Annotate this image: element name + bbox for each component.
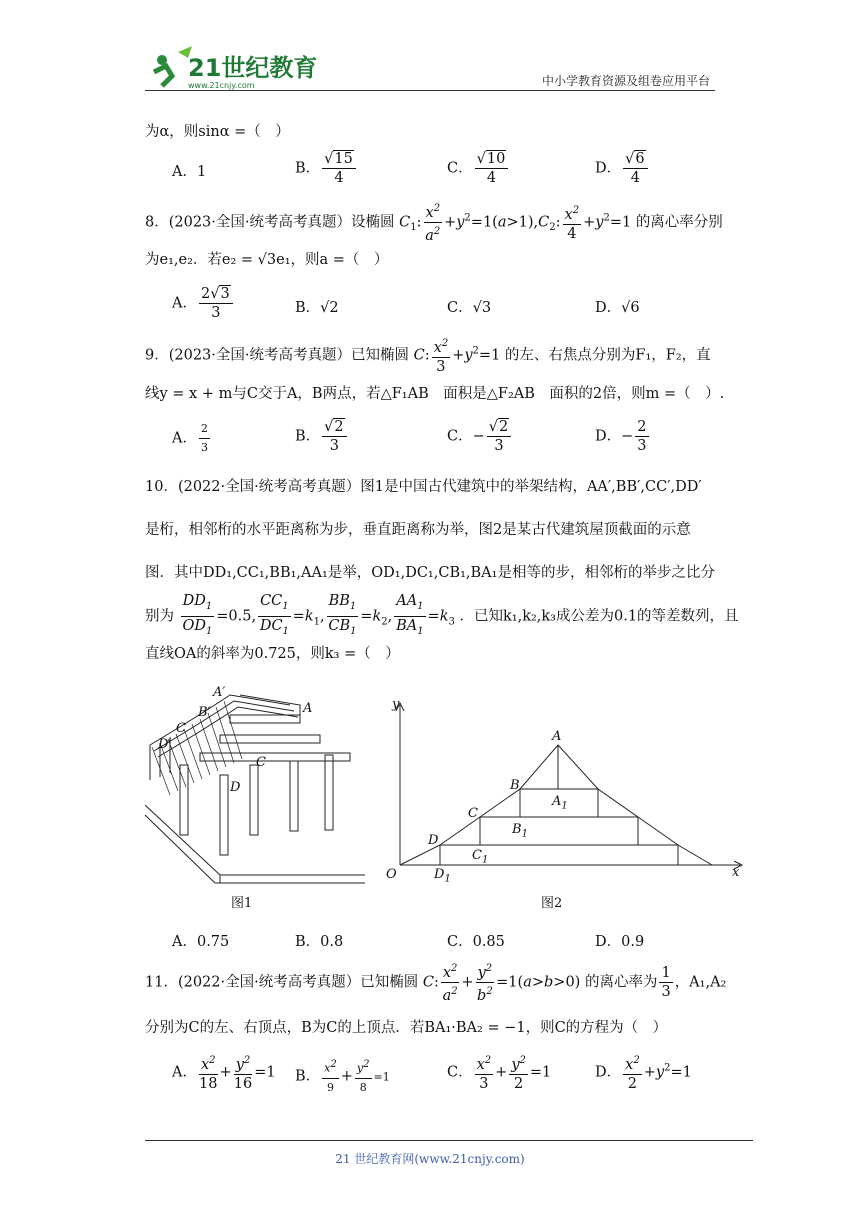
q8-line2: 为e₁,e₂．若e₂ = √3e₁，则a =（ ）	[145, 252, 389, 268]
q11-opt-b: B． $\frac{x^2}{9}$ + $\frac{y^2}{8}$ =1	[295, 1056, 390, 1097]
q11-opt-c: C． $\frac{x^2}{3}$ + $\frac{y^2}{2}$ =1	[447, 1052, 551, 1093]
q9-opt-c: C．− $\frac{√2}{3}$	[447, 418, 513, 455]
q10-line1: 10．(2022·全国·统考高考真题）图1是中国古代建筑中的举架结构，AA′,BB′,CC′,DD′	[145, 479, 702, 495]
q10-opt-b: B．0.8	[295, 934, 344, 950]
q7-tail: 为α，则sinα =（ ）	[145, 124, 290, 140]
q9-line1: 9．(2023·全国·统考高考真题）已知椭圆 C: $\frac{x^2}{3}$ $+y^2=1$ 的左、右焦点分别为F₁，F₂，直	[145, 335, 711, 376]
figure-2-diagram: y x O A B C D $A_1$ $B_1$ $C_1$ $D_1$	[380, 695, 750, 885]
logo	[148, 42, 318, 94]
header-divider	[145, 90, 715, 91]
logo-url: www.21cnjy.com	[188, 81, 255, 90]
q7-opt-d: D． $\frac{√6}{4}$	[595, 150, 650, 187]
q8-opt-a: A． $\frac{2√3}{3}$	[172, 285, 235, 322]
q8-opt-c: C．√3	[447, 300, 492, 316]
q8-line1: 8．(2023·全国·统考高考真题）设椭圆 $C_1$: $\frac{x^2}{a^2}$ $+y^2=1(a>1),C_2$: $\frac{x^2}{4}$ $+y^2=1$ 的离心率分别	[145, 200, 723, 245]
q11-opt-d: D． $\frac{x^2}{2}$ $+y^2=1$	[595, 1052, 692, 1093]
q9-line2: 线y = x + m与C交于A，B两点，若△F₁AB 面积是△F₂AB 面积的2倍，则m =（ ）.	[145, 386, 725, 402]
q10-opt-a: A．0.75	[172, 934, 230, 950]
q7-opt-c: C． $\frac{√10}{4}$	[447, 150, 510, 187]
header-platform-name: 中小学教育资源及组卷应用平台	[541, 74, 710, 88]
figure-1-building: A′ B′ C D′ A C D	[140, 685, 365, 885]
q9-opt-d: D．− $\frac{2}{3}$	[595, 419, 647, 454]
q10-line5: 直线OA的斜率为0.725，则k₃ =（ ）	[145, 646, 400, 662]
q10-line2: 是桁，相邻桁的水平距离称为步，垂直距离称为举，图2是某古代建筑屋顶截面的示意	[145, 522, 691, 538]
q11-line2: 分别为C的左、右顶点，B为C的上顶点．若BA₁·BA₂ = −1，则C的方程为（ ）	[145, 1020, 668, 1036]
q8-opt-d: D．√6	[595, 300, 640, 316]
q9-opt-a: A． $\frac{2}{3}$	[172, 422, 208, 454]
q10-opt-c: C．0.85	[447, 934, 505, 950]
q8-opt-b: B．√2	[295, 300, 339, 316]
logo-text: 21世纪教育	[188, 54, 318, 82]
q11-opt-a: A． $\frac{x^2}{18}$ + $\frac{y^2}{16}$ =1	[172, 1052, 276, 1093]
figure-2-caption: 图2	[541, 896, 563, 911]
q10-line3: 图．其中DD₁,CC₁,BB₁,AA₁是举，OD₁,DC₁,CB₁,BA₁是相等的步，相邻桁的举步之比分	[145, 565, 715, 581]
q7-opt-b: B． $\frac{√15}{4}$	[295, 150, 358, 187]
q10-line4: 别为 $\frac{DD_1}{OD_1}$ =0.5, $\frac{CC_1}{DC_1}$ $=k_1$, $\frac{BB_1}{CB_1}$ $=k_2$, $\frac{AA_1}{BA_1}$ $=k_3$ ．已知k₁,k₂,k₃成公差为0.1的等差数列，且	[145, 593, 739, 637]
footer-text: 21 世纪教育网(www.21cnjy.com)	[335, 1152, 525, 1166]
figure-1-caption: 图1	[231, 896, 253, 911]
footer-divider	[145, 1140, 753, 1141]
q7-opt-a: A．1	[172, 164, 207, 180]
q11-line1: 11．(2022·全国·统考高考真题）已知椭圆 C: $\frac{x^2}{a^2}$ + $\frac{y^2}{b^2}$ =1(a>b>0) 的离心率为 $\frac{1}{3}$ ，A₁,A₂	[145, 960, 726, 1005]
q10-opt-d: D．0.9	[595, 934, 645, 950]
q9-opt-b: B． $\frac{√2}{3}$	[295, 418, 349, 455]
